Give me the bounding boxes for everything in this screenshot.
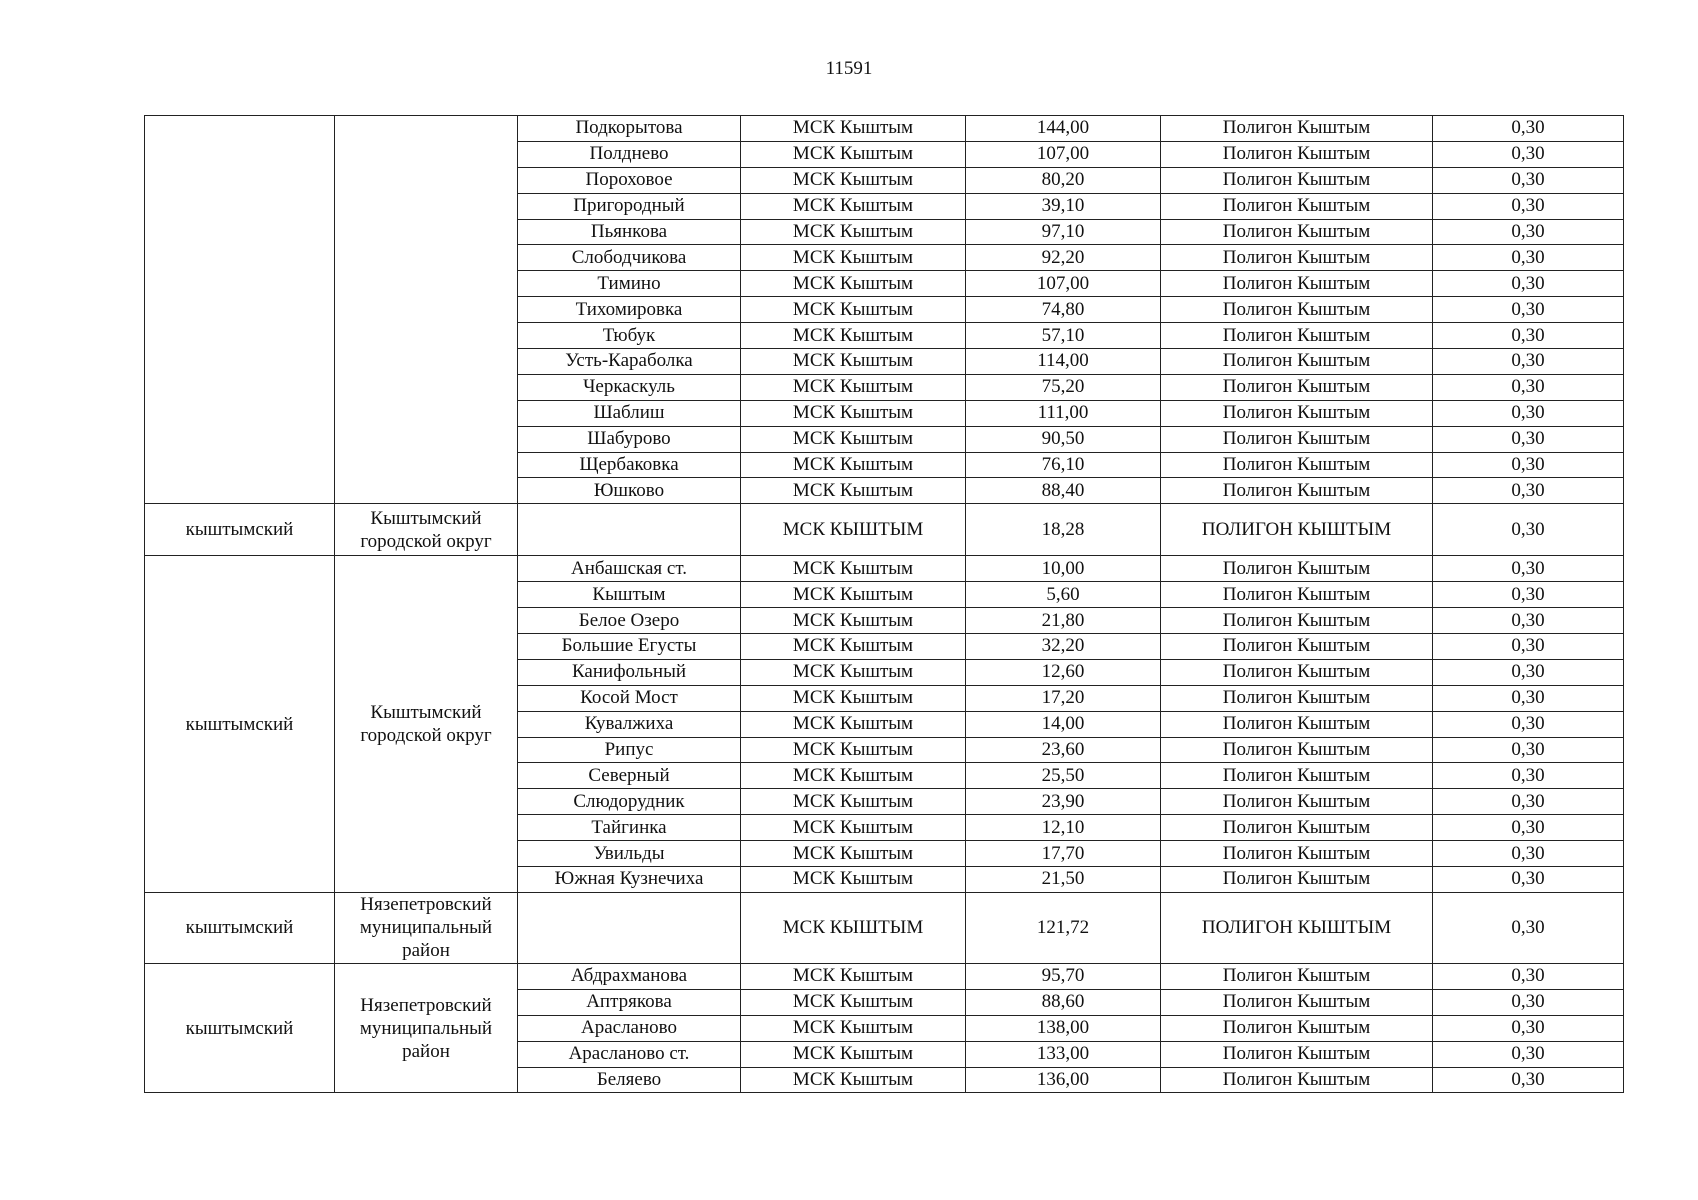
operator-cell: МСК Кыштым xyxy=(741,763,966,789)
coefficient-cell: 0,30 xyxy=(1433,737,1624,763)
coefficient-cell: 0,30 xyxy=(1433,116,1624,142)
distance-cell: 136,00 xyxy=(966,1067,1161,1093)
distance-cell: 92,20 xyxy=(966,245,1161,271)
coefficient-cell: 0,30 xyxy=(1433,374,1624,400)
settlement-cell: Беляево xyxy=(518,1067,741,1093)
coefficient-cell: 0,30 xyxy=(1433,685,1624,711)
distance-cell: 39,10 xyxy=(966,193,1161,219)
operator-cell: МСК Кыштым xyxy=(741,737,966,763)
operator-cell: МСК Кыштым xyxy=(741,219,966,245)
distance-cell: 18,28 xyxy=(966,504,1161,556)
distance-cell: 23,60 xyxy=(966,737,1161,763)
coefficient-cell: 0,30 xyxy=(1433,452,1624,478)
distance-cell: 107,00 xyxy=(966,141,1161,167)
facility-cell: Полигон Кыштым xyxy=(1161,867,1433,893)
facility-cell: Полигон Кыштым xyxy=(1161,1041,1433,1067)
facility-cell: Полигон Кыштым xyxy=(1161,1015,1433,1041)
coefficient-cell: 0,30 xyxy=(1433,841,1624,867)
settlement-cell: Тайгинка xyxy=(518,815,741,841)
region-cell: кыштымский xyxy=(145,504,335,556)
facility-cell: Полигон Кыштым xyxy=(1161,737,1433,763)
coefficient-cell: 0,30 xyxy=(1433,711,1624,737)
settlement-cell: Подкорытова xyxy=(518,116,741,142)
facility-cell: Полигон Кыштым xyxy=(1161,989,1433,1015)
operator-cell: МСК Кыштым xyxy=(741,1067,966,1093)
coefficient-cell: 0,30 xyxy=(1433,815,1624,841)
facility-cell: Полигон Кыштым xyxy=(1161,841,1433,867)
region-cell xyxy=(145,116,335,504)
coefficient-cell: 0,30 xyxy=(1433,400,1624,426)
distance-cell: 97,10 xyxy=(966,219,1161,245)
distance-cell: 76,10 xyxy=(966,452,1161,478)
operator-cell: МСК Кыштым xyxy=(741,789,966,815)
operator-cell: МСК Кыштым xyxy=(741,349,966,375)
table-row xyxy=(145,116,1624,142)
coefficient-cell: 0,30 xyxy=(1433,271,1624,297)
settlement-cell: Пьянкова xyxy=(518,219,741,245)
settlement-cell: Северный xyxy=(518,763,741,789)
facility-cell: Полигон Кыштым xyxy=(1161,323,1433,349)
settlement-cell xyxy=(518,892,741,963)
distance-cell: 23,90 xyxy=(966,789,1161,815)
facility-cell: Полигон Кыштым xyxy=(1161,556,1433,582)
coefficient-cell: 0,30 xyxy=(1433,219,1624,245)
settlement-cell: Шаблиш xyxy=(518,400,741,426)
settlement-cell xyxy=(518,504,741,556)
coefficient-cell: 0,30 xyxy=(1433,1067,1624,1093)
coefficient-cell: 0,30 xyxy=(1433,789,1624,815)
operator-cell: МСК Кыштым xyxy=(741,426,966,452)
facility-cell: Полигон Кыштым xyxy=(1161,763,1433,789)
municipality-cell: Нязепетровский муниципальный район xyxy=(335,892,518,963)
operator-cell: МСК Кыштым xyxy=(741,452,966,478)
coefficient-cell: 0,30 xyxy=(1433,989,1624,1015)
facility-cell: Полигон Кыштым xyxy=(1161,582,1433,608)
operator-cell: МСК Кыштым xyxy=(741,989,966,1015)
facility-cell: Полигон Кыштым xyxy=(1161,245,1433,271)
settlement-cell: Косой Мост xyxy=(518,685,741,711)
distance-cell: 57,10 xyxy=(966,323,1161,349)
region-cell: кыштымский xyxy=(145,556,335,893)
distance-cell: 88,40 xyxy=(966,478,1161,504)
coefficient-cell: 0,30 xyxy=(1433,1015,1624,1041)
operator-cell: МСК Кыштым xyxy=(741,841,966,867)
coefficient-cell: 0,30 xyxy=(1433,892,1624,963)
coefficient-cell: 0,30 xyxy=(1433,349,1624,375)
coefficient-cell: 0,30 xyxy=(1433,323,1624,349)
facility-cell: ПОЛИГОН КЫШТЫМ xyxy=(1161,892,1433,963)
settlement-cell: Аптрякова xyxy=(518,989,741,1015)
distance-cell: 25,50 xyxy=(966,763,1161,789)
settlement-cell: Рипус xyxy=(518,737,741,763)
settlement-cell: Канифольный xyxy=(518,659,741,685)
distance-cell: 95,70 xyxy=(966,963,1161,989)
operator-cell: МСК Кыштым xyxy=(741,1041,966,1067)
distance-cell: 88,60 xyxy=(966,989,1161,1015)
coefficient-cell: 0,30 xyxy=(1433,763,1624,789)
distance-cell: 90,50 xyxy=(966,426,1161,452)
coefficient-cell: 0,30 xyxy=(1433,659,1624,685)
settlement-cell: Тимино xyxy=(518,271,741,297)
facility-cell: Полигон Кыштым xyxy=(1161,685,1433,711)
facility-cell: Полигон Кыштым xyxy=(1161,963,1433,989)
distance-cell: 144,00 xyxy=(966,116,1161,142)
region-cell: кыштымский xyxy=(145,892,335,963)
municipality-cell xyxy=(335,116,518,504)
operator-cell: МСК Кыштым xyxy=(741,582,966,608)
operator-cell: МСК Кыштым xyxy=(741,297,966,323)
facility-cell: Полигон Кыштым xyxy=(1161,789,1433,815)
operator-cell: МСК КЫШТЫМ xyxy=(741,504,966,556)
operator-cell: МСК Кыштым xyxy=(741,116,966,142)
distance-cell: 114,00 xyxy=(966,349,1161,375)
settlement-cell: Усть-Караболка xyxy=(518,349,741,375)
facility-cell: Полигон Кыштым xyxy=(1161,141,1433,167)
distance-cell: 12,60 xyxy=(966,659,1161,685)
facility-cell: Полигон Кыштым xyxy=(1161,193,1433,219)
distance-cell: 17,70 xyxy=(966,841,1161,867)
operator-cell: МСК Кыштым xyxy=(741,634,966,660)
settlement-cell: Слюдорудник xyxy=(518,789,741,815)
facility-cell: Полигон Кыштым xyxy=(1161,452,1433,478)
coefficient-cell: 0,30 xyxy=(1433,556,1624,582)
coefficient-cell: 0,30 xyxy=(1433,141,1624,167)
operator-cell: МСК Кыштым xyxy=(741,167,966,193)
facility-cell: Полигон Кыштым xyxy=(1161,374,1433,400)
facility-cell: Полигон Кыштым xyxy=(1161,478,1433,504)
facility-cell: Полигон Кыштым xyxy=(1161,815,1433,841)
facility-cell: Полигон Кыштым xyxy=(1161,297,1433,323)
page-number: 11591 xyxy=(825,58,873,79)
coefficient-cell: 0,30 xyxy=(1433,167,1624,193)
distance-cell: 107,00 xyxy=(966,271,1161,297)
distance-cell: 10,00 xyxy=(966,556,1161,582)
coefficient-cell: 0,30 xyxy=(1433,634,1624,660)
settlement-cell: Тюбук xyxy=(518,323,741,349)
distance-cell: 80,20 xyxy=(966,167,1161,193)
coefficient-cell: 0,30 xyxy=(1433,245,1624,271)
summary-row xyxy=(145,504,1624,556)
operator-cell: МСК Кыштым xyxy=(741,711,966,737)
settlement-cell: Увильды xyxy=(518,841,741,867)
settlement-cell: Южная Кузнечиха xyxy=(518,867,741,893)
operator-cell: МСК Кыштым xyxy=(741,374,966,400)
distance-cell: 111,00 xyxy=(966,400,1161,426)
distance-cell: 32,20 xyxy=(966,634,1161,660)
facility-cell: Полигон Кыштым xyxy=(1161,116,1433,142)
coefficient-cell: 0,30 xyxy=(1433,608,1624,634)
table-row xyxy=(145,556,1624,582)
waste-transport-table xyxy=(144,115,1624,1093)
operator-cell: МСК Кыштым xyxy=(741,556,966,582)
facility-cell: Полигон Кыштым xyxy=(1161,634,1433,660)
distance-cell: 12,10 xyxy=(966,815,1161,841)
operator-cell: МСК Кыштым xyxy=(741,867,966,893)
table-row xyxy=(145,963,1624,989)
region-cell: кыштымский xyxy=(145,963,335,1092)
operator-cell: МСК Кыштым xyxy=(741,323,966,349)
distance-cell: 5,60 xyxy=(966,582,1161,608)
settlement-cell: Арасланово ст. xyxy=(518,1041,741,1067)
distance-cell: 121,72 xyxy=(966,892,1161,963)
operator-cell: МСК Кыштым xyxy=(741,608,966,634)
coefficient-cell: 0,30 xyxy=(1433,426,1624,452)
distance-cell: 133,00 xyxy=(966,1041,1161,1067)
operator-cell: МСК КЫШТЫМ xyxy=(741,892,966,963)
operator-cell: МСК Кыштым xyxy=(741,963,966,989)
settlement-cell: Белое Озеро xyxy=(518,608,741,634)
operator-cell: МСК Кыштым xyxy=(741,659,966,685)
coefficient-cell: 0,30 xyxy=(1433,297,1624,323)
settlement-cell: Анбашская ст. xyxy=(518,556,741,582)
summary-row xyxy=(145,892,1624,963)
operator-cell: МСК Кыштым xyxy=(741,245,966,271)
distance-cell: 17,20 xyxy=(966,685,1161,711)
coefficient-cell: 0,30 xyxy=(1433,478,1624,504)
settlement-cell: Тихомировка xyxy=(518,297,741,323)
distance-cell: 75,20 xyxy=(966,374,1161,400)
operator-cell: МСК Кыштым xyxy=(741,193,966,219)
settlement-cell: Пороховое xyxy=(518,167,741,193)
facility-cell: Полигон Кыштым xyxy=(1161,167,1433,193)
settlement-cell: Большие Егусты xyxy=(518,634,741,660)
settlement-cell: Шабурово xyxy=(518,426,741,452)
distance-cell: 21,50 xyxy=(966,867,1161,893)
settlement-cell: Слободчикова xyxy=(518,245,741,271)
coefficient-cell: 0,30 xyxy=(1433,504,1624,556)
settlement-cell: Черкаскуль xyxy=(518,374,741,400)
distance-cell: 14,00 xyxy=(966,711,1161,737)
facility-cell: Полигон Кыштым xyxy=(1161,426,1433,452)
facility-cell: Полигон Кыштым xyxy=(1161,711,1433,737)
settlement-cell: Пригородный xyxy=(518,193,741,219)
settlement-cell: Кувалжиха xyxy=(518,711,741,737)
operator-cell: МСК Кыштым xyxy=(741,141,966,167)
operator-cell: МСК Кыштым xyxy=(741,815,966,841)
facility-cell: Полигон Кыштым xyxy=(1161,219,1433,245)
coefficient-cell: 0,30 xyxy=(1433,963,1624,989)
settlement-cell: Юшково xyxy=(518,478,741,504)
facility-cell: Полигон Кыштым xyxy=(1161,349,1433,375)
facility-cell: Полигон Кыштым xyxy=(1161,608,1433,634)
coefficient-cell: 0,30 xyxy=(1433,582,1624,608)
facility-cell: Полигон Кыштым xyxy=(1161,1067,1433,1093)
operator-cell: МСК Кыштым xyxy=(741,1015,966,1041)
operator-cell: МСК Кыштым xyxy=(741,685,966,711)
coefficient-cell: 0,30 xyxy=(1433,193,1624,219)
coefficient-cell: 0,30 xyxy=(1433,1041,1624,1067)
facility-cell: ПОЛИГОН КЫШТЫМ xyxy=(1161,504,1433,556)
facility-cell: Полигон Кыштым xyxy=(1161,271,1433,297)
settlement-cell: Полднево xyxy=(518,141,741,167)
table-body xyxy=(145,116,1624,1093)
distance-cell: 138,00 xyxy=(966,1015,1161,1041)
municipality-cell: Кыштымский городской округ xyxy=(335,556,518,893)
settlement-cell: Кыштым xyxy=(518,582,741,608)
facility-cell: Полигон Кыштым xyxy=(1161,400,1433,426)
settlement-cell: Арасланово xyxy=(518,1015,741,1041)
distance-cell: 21,80 xyxy=(966,608,1161,634)
operator-cell: МСК Кыштым xyxy=(741,271,966,297)
distance-cell: 74,80 xyxy=(966,297,1161,323)
settlement-cell: Щербаковка xyxy=(518,452,741,478)
coefficient-cell: 0,30 xyxy=(1433,867,1624,893)
operator-cell: МСК Кыштым xyxy=(741,400,966,426)
settlement-cell: Абдрахманова xyxy=(518,963,741,989)
operator-cell: МСК Кыштым xyxy=(741,478,966,504)
municipality-cell: Кыштымский городской округ xyxy=(335,504,518,556)
municipality-cell: Нязепетровский муниципальный район xyxy=(335,963,518,1092)
facility-cell: Полигон Кыштым xyxy=(1161,659,1433,685)
